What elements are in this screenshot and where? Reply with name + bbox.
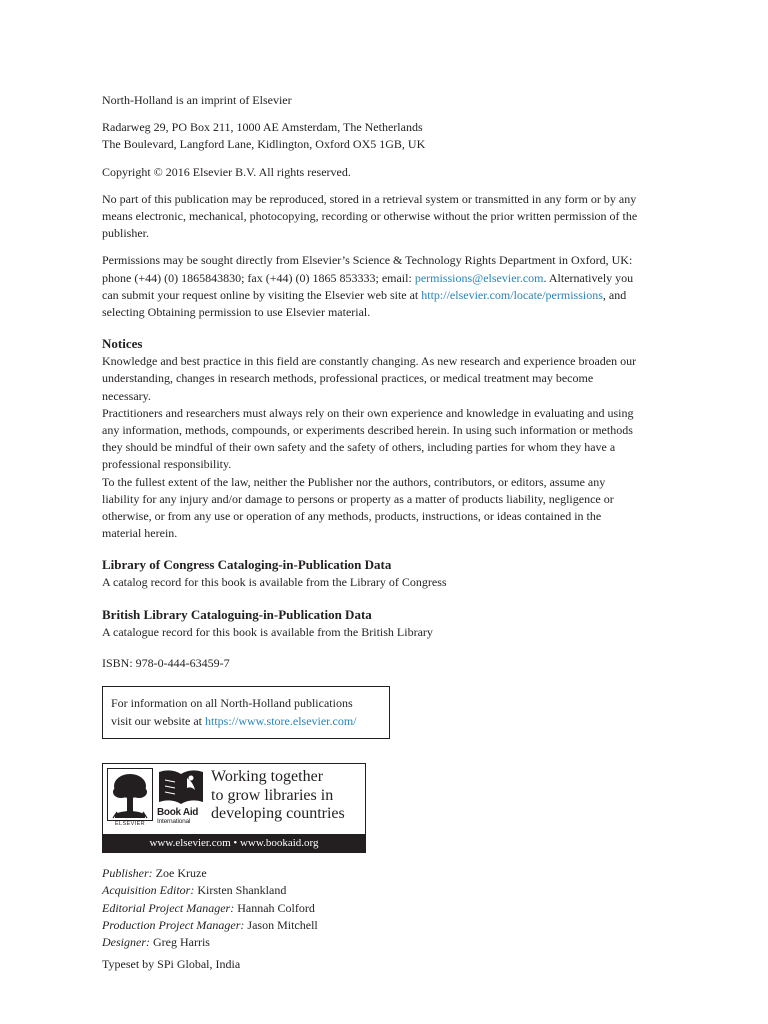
permissions-email-link[interactable]: permissions@elsevier.com (414, 270, 544, 285)
imprint-line: North-Holland is an imprint of Elsevier (102, 93, 292, 107)
publisher-address (102, 119, 642, 153)
tagline-line-3: developing countries (211, 805, 345, 823)
book-aid-banner (102, 763, 366, 853)
credit-role: Production Project Manager: (102, 917, 245, 932)
info-box-line-1: For information on all North-Holland publications (111, 696, 353, 711)
banner-footer: www.elsevier.com • www.bookaid.org (103, 834, 365, 852)
permissions-text-1: Permissions may be sought directly from Elsevier’s Science & Technology Rights Department in Oxford, UK: phone (+44) (0) 1865843830; fax (+44) (0) 1865 853333; email: (102, 253, 633, 285)
permissions-paragraph (102, 252, 642, 321)
credit-editorial-pm (102, 900, 642, 917)
book-aid-label-line-2: International (157, 818, 191, 826)
tagline-line-1: Working together (211, 768, 324, 786)
permissions-text-3: , and selecting Obtaining permission to use Elsevier material. (102, 287, 627, 320)
copyright-page (102, 92, 642, 973)
reproduction-notice: No part of this publication may be reproduced, stored in a retrieval system or transmitted in any form or by any means electronic, mechanical, photocopying, recording or otherwise without the prior written permission of the publisher. (102, 191, 638, 241)
info-box-prefix: visit our website at (111, 713, 205, 728)
notice-paragraph-3: To the fullest extent of the law, neither the Publisher nor the authors, contributors, or editors, assume any liability for any injury and/or damage to persons or property as a matter of products liability, negligence or otherwise, or from any use or operation of any methods, products, instructions, or ideas contained in the material herein. (102, 474, 614, 541)
isbn-line: ISBN: 978-0-444-63459-7 (102, 655, 230, 670)
typeset-line: Typeset by SPi Global, India (102, 957, 241, 972)
notice-paragraph-2: Practitioners and researchers must always rely on their own experience and knowledge in evaluating and using any information, methods, compounds, or experiments described herein. In using such information or methods they should be mindful of their own safety and the safety of others, including parties for whom they have a professional responsibility. (102, 405, 634, 472)
address-line-2: The Boulevard, Langford Lane, Kidlington, Oxford OX5 1GB, UK (102, 137, 426, 152)
loc-heading: Library of Congress Cataloging-in-Publication Data (102, 557, 392, 573)
credit-name: Greg Harris (150, 935, 210, 950)
loc-text: A catalog record for this book is available from the Library of Congress (102, 575, 447, 590)
credit-acquisition-editor (102, 882, 642, 899)
credit-role: Publisher: (102, 866, 153, 881)
british-library-text: A catalogue record for this book is available from the British Library (102, 624, 433, 639)
book-aid-logo-icon (157, 768, 205, 808)
copyright-line: Copyright © 2016 Elsevier B.V. All rights reserved. (102, 164, 351, 179)
tagline-line-2: to grow libraries in (211, 786, 334, 804)
british-library-heading: British Library Cataloguing-in-Publication Data (102, 606, 372, 622)
credit-role: Designer: (102, 935, 150, 950)
credits-list (102, 865, 642, 951)
info-box (102, 686, 390, 739)
permissions-text-2: . Alternatively you can submit your request online by visiting the Elsevier web site at (102, 270, 634, 302)
credit-designer (102, 934, 642, 951)
credit-role: Editorial Project Manager: (102, 900, 235, 915)
credit-production-pm (102, 917, 642, 934)
book-aid-label-line-1: Book Aid (157, 807, 199, 819)
notice-paragraph-1: Knowledge and best practice in this field are constantly changing. As new research and experience broaden our understanding, changes in research methods, professional practices, or medical treatment may become necessary. (102, 354, 637, 403)
permissions-url-link[interactable]: http://elsevier.com/locate/permissions (421, 287, 603, 302)
notices-heading: Notices (102, 336, 143, 352)
book-aid-label (157, 807, 207, 826)
credit-name: Kirsten Shankland (194, 883, 287, 898)
elsevier-tree-logo-icon (107, 768, 153, 824)
credit-role: Acquisition Editor: (102, 883, 195, 898)
credit-name: Hannah Colford (234, 900, 315, 915)
credit-name: Jason Mitchell (244, 917, 318, 932)
banner-tagline (211, 768, 361, 824)
address-line-1: Radarweg 29, PO Box 211, 1000 AE Amsterdam, The Netherlands (102, 120, 423, 135)
credit-publisher (102, 865, 642, 882)
store-website-link[interactable]: https://www.store.elsevier.com/ (204, 713, 357, 728)
credit-name: Zoe Kruze (152, 866, 207, 881)
info-box-line-2 (111, 713, 389, 731)
elsevier-logo-label: ELSEVIER (114, 821, 146, 828)
